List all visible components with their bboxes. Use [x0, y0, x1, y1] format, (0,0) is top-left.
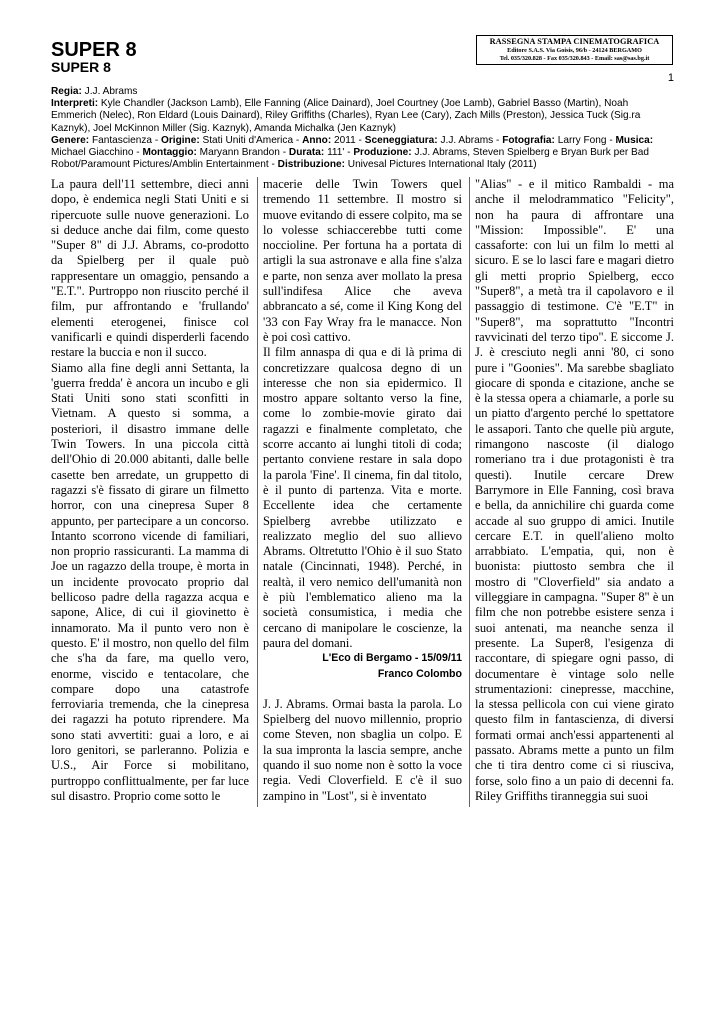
anno-label: Anno:	[302, 134, 332, 146]
page-number: 1	[667, 72, 674, 84]
publisher-address: Editore S.A.S. Via Goisis, 96/b - 24124 BERGAMO	[507, 47, 642, 54]
column-3	[475, 177, 674, 804]
origine-value: Stati Uniti d'America	[202, 134, 294, 146]
genere-value: Fantascienza	[91, 134, 153, 146]
film-title: SUPER 8	[51, 39, 137, 61]
montaggio-label: Montaggio:	[142, 147, 197, 159]
article1-paragraph-1: La paura dell'11 settembre, dieci anni dopo, è endemica negli Stati Uniti e si ripercuote sulle nuove generazioni. Lo si deduce anche dai film, come questo "Super 8" di J.J. Abrams, co-prodotto da Spielberg per il quale può rappresentare un omaggio, pensando a "E.T.". Purtroppo non riuscito perché il film, pur affrontando e 'frullando' elementi eterogenei, finisce col vanificarli e quindi disperderli facendo restare la buccia e non il succo.	[51, 177, 249, 360]
regia-value: J.J. Abrams	[84, 86, 138, 97]
sceneggiatura-value: J.J. Abrams	[440, 134, 494, 146]
fotografia-label: Fotografia:	[502, 134, 555, 146]
produzione-label: Produzione:	[353, 147, 412, 159]
article-gap	[263, 682, 462, 697]
column-divider	[469, 177, 470, 807]
film-subtitle: SUPER 8	[51, 59, 111, 75]
article1-paragraph-2: Siamo alla fine degli anni Settanta, la 'guerra fredda' è ancora un incubo e gli Stati Uniti sono stati sconfitti in Vietnam. A questo si somma, a posteriori, il disastro immane delle Twin Towers. In una piccola città dell'Ohio di 20.000 abitanti, dalle belle casette ben arredate, un gruppetto di ragazzi s'è fissato di girare un filmetto horror, con una cinepresa Super 8 appunto, per partecipare a un concorso. Intanto scorrono vicende di familiari, non proprio rassicuranti. La mamma di Joe un ragazzo della troupe, è morta in un incidente provocato proprio dal bellicoso padre della ragazza acqua e sapone, Alice, di cui il giovinetto è innamorato. Ma il punto vero non è questo. E' il mostro, non quello del film che s'ha da fare, ma quello vero, enorme, viscido e tentacolare, che compare dopo una catastrofe ferroviaria tremenda, che la cinepresa dei ragazzi ha potuto riprendere. Ma sono stati avvertiti: guai a loro, e ai loro genitori, se parleranno. Polizia e U.S., Air Force si mobilitano, purtroppo conflittualmente, per far luce sul disastro. Proprio come sotto le	[51, 360, 249, 803]
column-2	[263, 177, 462, 804]
fotografia-value: Larry Fong	[557, 134, 607, 146]
publisher-contacts: Tel. 035/320.828 - Fax 035/320.843 - Email: sas@sas.bg.it	[499, 55, 650, 62]
credits-regia	[51, 86, 675, 98]
distribuzione-label: Distribuzione:	[277, 159, 345, 171]
publisher-box	[476, 35, 673, 65]
durata-label: Durata:	[288, 147, 325, 159]
interpreti-label: Interpreti:	[51, 98, 99, 110]
article1-author: Franco Colombo	[377, 667, 462, 680]
article1-paragraph-2-cont: macerie delle Twin Towers quel tremendo 11 settembre. Il mostro si muove evitando di essere colpito, ma se lo volesse schiaccerebbe tutti come noccioline. Per fortuna ha a portata di artigli la sua astronave e alla fine s'alza e parte, non senza aver mollato la presa sull'indifesa Alice che aveva abbrancato a sé, come il King Kong del '33 con Fay Wray fra le manacce. Non è poi così cattivo.	[263, 177, 462, 344]
montaggio-value: Maryann Brandon	[199, 147, 280, 159]
credits-interpreti	[51, 98, 675, 135]
credits-block	[51, 86, 675, 171]
article2-paragraph-1: J. J. Abrams. Ormai basta la parola. Lo Spielberg del nuovo millennio, proprio come Steven, non sbaglia un colpo. E la sua impronta la lascia sempre, anche quando il suo nome non è sotto la voce regia. Vedi Cloverfield. E c'è il suo zampino in "Lost", si è inventato	[263, 696, 462, 803]
produzione-value: J.J. Abrams, Steven Spielberg e Bryan Burk per Bad Robot/Paramount Pictures/Amblin Entertainment	[51, 147, 649, 171]
genere-label: Genere:	[51, 134, 90, 146]
distribuzione-value: Univesal Pictures International Italy (2011)	[347, 159, 537, 171]
publisher-name: RASSEGNA STAMPA CINEMATOGRAFICA	[489, 37, 660, 46]
durata-value: 111'	[327, 147, 345, 159]
article2-paragraph-1-cont: "Alias" - e il mitico Rambaldi - ma anche il melodrammatico "Felicity", non ha paura di affrontare una "Mission: Impossible". E' una cassaforte: con lui un film lo metti al sicuro. E se lo lasci fare e magari dietro gli metti proprio Spielberg, ecco "Super8", a metà tra il capolavoro e il passaggio di testimone. C'è "E.T" in "Super8", ma soprattutto "Incontri ravvicinati del terzo tipo". E siccome J. J. è cresciuto negli anni '80, ci sono pure i "Goonies". Ma sarebbe sbagliato giocare di sponda e citazione, anche se è la stessa opera a chiamarle, a porle su un piatto d'argento perché lo spettatore le assapori. Tanto che quelle più argute, rimangono nascoste (il dialogo romeriano tra i due protagonisti è tra questi). Inutile cercare Drew Barrymore in Elle Fanning, così brava e bella, da annichilire chi guarda come accade al suo gruppo di amici. Inutile cercare E.T. in quell'alieno molto arrabbiato. L'empatia, qui, non è buonista: piuttosto sembra che il mostro di "Cloverfield" sia andato a villeggiare in campagna. "Super 8" è un film che non potrebbe esistere senza i suoi antenati, ma neanche senza il presente. La Super8, l'esigenza di raccontare, di spiegare ogni passo, di documentare è vintage solo nelle strumentazioni: cinepresse, macchine, la stessa pellicola con cui viene girato questo film in fantascienza, di diversi formati ormai anch'essi appartenenti al passato. Abrams mette a punto un film che ti tira dentro come ci si riusciva, forse, solo fino a un paio di decenni fa. Riley Griffiths tiranneggia sui suoi	[475, 177, 674, 803]
article1-paragraph-3: Il film annaspa di qua e di là prima di concretizzare qualcosa degno di un interesse che non sia epidermico. Il mostro appare soltanto verso la fine, come lo zombie-movie girato dai ragazzi e finalmente completato, che scorre accanto ai lunghi titoli di coda; pertanto conviene restare in sala dopo la parola 'Fine'. Il cinema, fin dal titolo, è il punto di partenza. Vita e morte. Eccellente idea che certamente Spielberg avrebbe utilizzato e realizzato meglio del suo allievo Abrams. Oltretutto l'Ohio è il suo Stato natale (Cincinnati, 1948). Perché, in realtà, il vero nemico dell'umanità non è più l'emblematico alieno ma la società consumistica, i media che cercano di manipolare le coscienze, la paura del domani.	[263, 345, 462, 650]
musica-value: Michael Giacchino	[51, 147, 134, 159]
sceneggiatura-label: Sceneggiatura:	[364, 134, 438, 146]
anno-value: 2011	[334, 134, 356, 146]
regia-label: Regia:	[51, 86, 82, 97]
musica-label: Musica:	[615, 134, 654, 146]
column-divider	[257, 177, 258, 807]
origine-label: Origine:	[161, 134, 200, 146]
credits-details: Genere: Fantascienza - Origine: Stati Uniti d'America - Anno: 2011 - Sceneggiatura: J.J. Abrams - Fotografia: Larry Fong - Musica: Michael Giacchino - Montaggio: Maryann Brandon - Durata: 111' - Produzione: J.J. Abrams, Steven Spielberg e Bryan Burk per Bad Robot/Paramount Pictures/Amblin Entertainment - Distribuzione: Univesal Pictures International Italy (2011)	[51, 134, 654, 171]
article1-source: L'Eco di Bergamo - 15/09/11	[322, 652, 462, 665]
interpreti-value: Kyle Chandler (Jackson Lamb), Elle Fanning (Alice Dainard), Joel Courtney (Joe Lamb), Gabriel Basso (Martin), Noah Emmerich (Nelec), Ron Eldard (Louis Dainard), Riley Griffiths (Charles), Ryan Lee (Cary), Zach Mills (Preston), Jessica Tuck (Sig.ra Kaznyk), Joel McKinnon Miller (Sig. Kaznyk), Amanda Michalka (Jen Kaznyk)	[51, 98, 641, 134]
column-1	[51, 177, 249, 804]
